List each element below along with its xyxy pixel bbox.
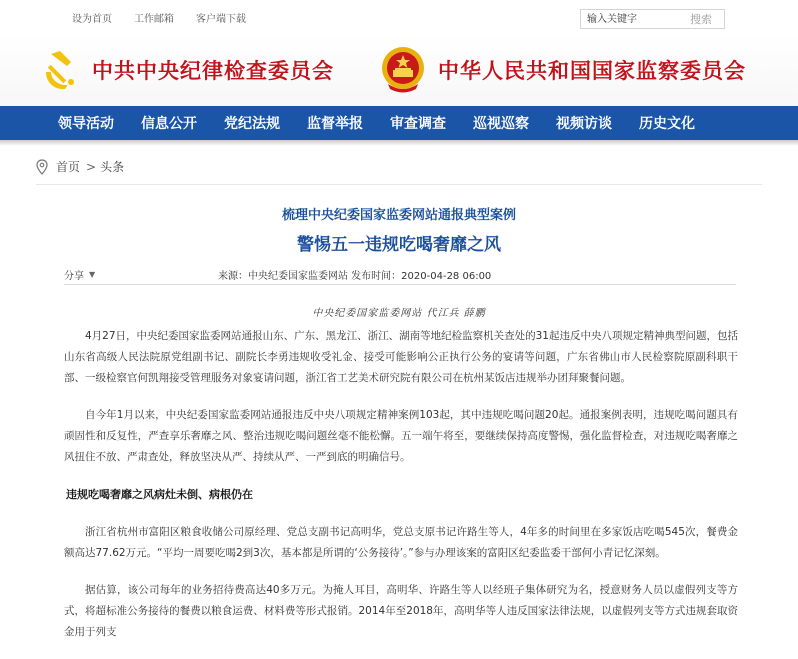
set-homepage-link[interactable]: 设为首页 [72, 14, 112, 25]
nav-shadow [0, 140, 798, 146]
ccdi-brand[interactable] [38, 48, 334, 92]
nav-leadership[interactable]: 领导活动 [58, 116, 114, 132]
nsc-brand[interactable] [378, 44, 746, 96]
breadcrumb-current[interactable]: 头条 [100, 160, 125, 174]
party-emblem-icon [38, 48, 82, 92]
nav-history[interactable]: 历史文化 [639, 116, 695, 132]
article-meta [64, 264, 736, 284]
article-subtitle: 梳理中央纪委国家监委网站通报典型案例 [281, 208, 516, 223]
breadcrumb-separator: > [86, 159, 97, 174]
top-bar [0, 0, 798, 34]
share-label: 分享 [64, 271, 84, 282]
section-heading: 违规吃喝奢靡之风病灶未倒、病根仍在 [66, 488, 253, 501]
article-paragraph: 自今年1月以来，中央纪委国家监委网站通报违反中央八项规定精神案例103起，其中违规吃喝问题20起。通报案例表明，违规吃喝问题具有顽固性和反复性，严查享乐奢靡之风、整治违规吃喝问题丝毫不能松懈。五一端午将至，要继续保持高度警惕，强化监督检查，对违规吃喝奢靡之风扭住不放、严肃查处，释放坚决从严、持续从严、一严到底的明确信号。 [64, 409, 738, 463]
search-box [580, 9, 725, 29]
search-input[interactable] [581, 10, 679, 28]
caret-down-icon: ▼ [89, 270, 96, 279]
article-byline: 中央纪委国家监委网站 代江兵 薛鹏 [312, 308, 486, 319]
nav-report[interactable]: 监督举报 [307, 116, 363, 132]
breadcrumb [36, 158, 124, 175]
work-email-link[interactable]: 工作邮箱 [134, 14, 174, 25]
nav-investigation[interactable]: 审查调查 [390, 116, 446, 132]
ccdi-title: 中共中央纪律检查委员会 [92, 58, 334, 83]
article-source: 来源：中央纪委国家监委网站 发布时间：2020-04-28 06:00 [218, 271, 492, 282]
nsc-title: 中华人民共和国国家监察委员会 [438, 58, 746, 83]
breadcrumb-home[interactable]: 首页 [56, 160, 81, 174]
client-download-link[interactable]: 客户端下载 [196, 14, 246, 25]
national-emblem-icon [378, 44, 428, 96]
article-body [64, 326, 738, 659]
article-paragraph: 据估算，该公司每年的业务招待费高达40多万元。为掩人耳目，高明华、许路生等人以经班子集体研究为名，授意财务人员以虚假列支等方式，将超标准公务接待的餐费以粮食运费、材料费等形式报销。2014年至2018年，高明华等人违反国家法律法规，以虚假列支等方式违规套取资金用于列支 [64, 584, 738, 638]
share-button[interactable] [64, 267, 95, 282]
nav-info-disclosure[interactable]: 信息公开 [141, 116, 197, 132]
main-nav [0, 106, 798, 140]
nav-regulations[interactable]: 党纪法规 [224, 116, 280, 132]
nav-inspection[interactable]: 巡视巡察 [473, 116, 529, 132]
meta-divider [64, 284, 736, 285]
article-paragraph: 浙江省杭州市富阳区粮食收储公司原经理、党总支副书记高明华，党总支原书记许路生等人，4年多的时间里在多家饭店吃喝545次，餐费金额高达77.62万元。“平均一周要吃喝2到3次，基本都是所谓的‘公务接待’。”参与办理该案的富阳区纪委监委干部何小青记忆深刻。 [64, 526, 738, 559]
site-header [0, 34, 798, 106]
breadcrumb-divider [36, 184, 762, 185]
search-button[interactable]: 搜索 [679, 11, 723, 27]
article-paragraph: 4月27日，中央纪委国家监委网站通报山东、广东、黑龙江、浙江、湖南等地纪检监察机关查处的31起违反中央八项规定精神典型问题，包括山东省高级人民法院原党组副书记、副院长李勇违规收受礼金、接受可能影响公正执行公务的宴请等问题，广东省佛山市人民检察院原副科职干部、一级检察官何凯翔接受管理服务对象宴请问题，浙江省工艺美术研究院有限公司在杭州某饭店违规举办团拜聚餐问题。 [64, 330, 738, 384]
nav-video[interactable]: 视频访谈 [556, 116, 612, 132]
top-links [72, 10, 268, 25]
location-pin-icon [36, 159, 48, 175]
article-title: 警惕五一违规吃喝奢靡之风 [297, 235, 501, 255]
